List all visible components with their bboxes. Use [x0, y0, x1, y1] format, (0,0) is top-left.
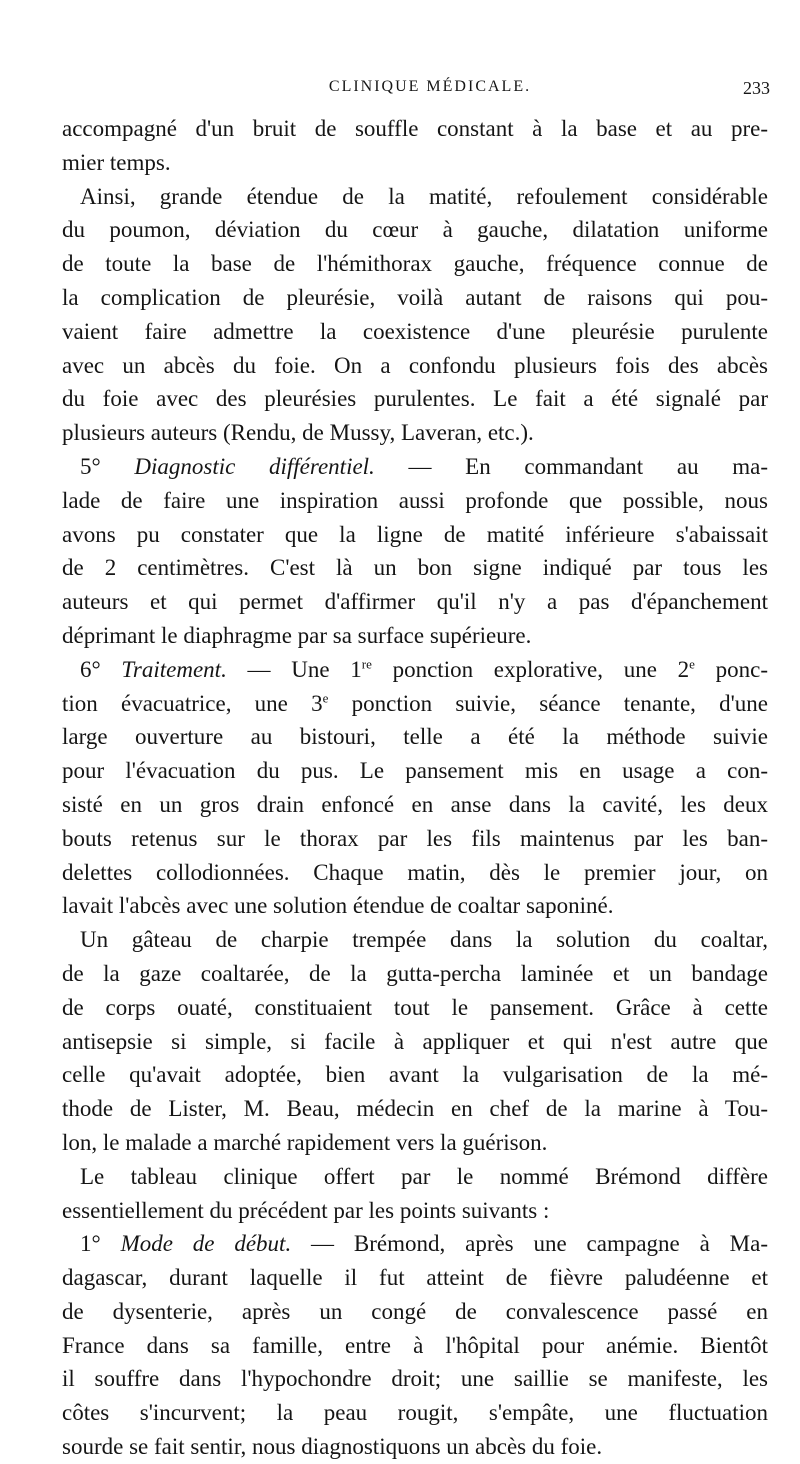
text-line [62, 1194, 768, 1228]
text-line [62, 551, 768, 585]
text-line [62, 889, 768, 923]
text-line [62, 1295, 768, 1329]
text-line [62, 653, 768, 687]
text-line [62, 349, 768, 383]
text-line [62, 1160, 768, 1194]
page-number: 233 [743, 78, 770, 98]
line-text: la complication de pleurésie, voilà autant de raisons qui pou- [62, 284, 768, 310]
section-heading: Traitement. [121, 656, 227, 682]
line-text: dagascar, durant laquelle il fut atteint de fièvre paludéenne et [62, 1265, 768, 1291]
line-text: thode de Lister, M. Beau, médecin en chef de la marine à Tou- [62, 1096, 768, 1122]
text-body [62, 112, 768, 1464]
line-text: — En commandant au ma- [374, 453, 768, 479]
text-line [62, 788, 768, 822]
line-text: Ainsi, grande étendue de la matité, refoulement considérable [80, 183, 768, 209]
line-text: de dysenterie, après un congé de convalescence passé en [62, 1298, 768, 1324]
text-line [62, 991, 768, 1025]
text-line [62, 1396, 768, 1430]
line-text: accompagné d'un bruit de souffle constant à la base et au pre- [62, 116, 768, 141]
line-text: de 2 centimètres. C'est là un bon signe indiqué par tous les [62, 555, 768, 581]
line-text: plusieurs auteurs (Rendu, de Mussy, Laveran, etc.). [62, 420, 534, 446]
line-text: auteurs et qui permet d'affirmer qu'il n'y a pas d'épanchement [62, 589, 768, 615]
line-text: — Une 1re ponction explorative, une 2e ponc- [226, 656, 768, 682]
line-text: de toute la base de l'hémithorax gauche, fréquence connue de [62, 251, 768, 277]
running-header [50, 78, 770, 106]
line-text: pour l'évacuation du pus. Le pansement mis en usage a con- [62, 758, 768, 784]
line-text: delettes collodionnées. Chaque matin, dès le premier jour, on [62, 859, 768, 885]
text-line [62, 315, 768, 349]
text-line [62, 957, 768, 991]
text-line [62, 1025, 768, 1059]
line-text: avons pu constater que la ligne de matité inférieure s'abaissait [62, 521, 768, 547]
line-text: large ouverture au bistouri, telle a été la méthode suivie [62, 724, 768, 750]
text-line [62, 923, 768, 957]
text-line [62, 1329, 768, 1363]
text-line [62, 619, 768, 653]
text-line [62, 687, 768, 721]
text-line [62, 822, 768, 856]
line-text: Un gâteau de charpie trempée dans la solution du coaltar, [80, 927, 768, 953]
section-heading: Mode de début. [120, 1231, 292, 1257]
line-text: de corps ouaté, constituaient tout le pansement. Grâce à cette [62, 994, 768, 1020]
line-text: déprimant le diaphragme par sa surface supérieure. [62, 622, 532, 648]
text-line [62, 450, 768, 484]
section-heading: Diagnostic différentiel. [134, 453, 375, 479]
text-line [62, 112, 768, 146]
line-text: celle qu'avait adoptée, bien avant la vulgarisation de la mé- [62, 1062, 768, 1088]
line-text: bouts retenus sur le thorax par les fils maintenus par les ban- [62, 825, 768, 851]
line-text: du foie avec des pleurésies purulentes. Le fait a été signalé par [62, 386, 768, 412]
text-line [62, 416, 768, 450]
text-line [62, 1092, 768, 1126]
line-text: de la gaze coaltarée, de la gutta-percha laminée et un bandage [62, 960, 768, 986]
text-line [62, 180, 768, 214]
text-line [62, 382, 768, 416]
section-number: 5° [80, 453, 135, 479]
text-line [62, 146, 768, 180]
text-line [62, 1430, 768, 1464]
text-line [62, 754, 768, 788]
section-number: 1° [80, 1231, 121, 1257]
text-line [62, 1362, 768, 1396]
line-text: Le tableau clinique offert par le nommé Brémond diffère [80, 1163, 768, 1189]
text-line [62, 518, 768, 552]
line-text: lon, le malade a marché rapidement vers la guérison. [62, 1129, 548, 1155]
text-line [62, 585, 768, 619]
line-text: — Brémond, après une campagne à Ma- [291, 1231, 768, 1257]
line-text: avec un abcès du foie. On a confondu plusieurs fois des abcès [62, 352, 768, 378]
line-text: sisté en un gros drain enfoncé en anse dans la cavité, les deux [62, 791, 768, 817]
text-line [62, 484, 768, 518]
section-number: 6° [80, 656, 122, 682]
text-line [62, 1227, 768, 1261]
text-line [62, 281, 768, 315]
text-line [62, 1126, 768, 1160]
line-text: sourde se fait sentir, nous diagnostiquons un abcès du foie. [62, 1434, 603, 1460]
running-title: CLINIQUE MÉDICALE. [328, 78, 532, 95]
line-text: lavait l'abcès avec une solution étendue de coaltar saponiné. [62, 893, 614, 919]
line-text: vaient faire admettre la coexistence d'une pleurésie purulente [62, 318, 768, 344]
text-line [62, 720, 768, 754]
text-line [62, 856, 768, 890]
line-text: mier temps. [62, 149, 171, 175]
line-text: tion évacuatrice, une 3e ponction suivie, séance tenante, d'une [62, 689, 768, 716]
text-line [62, 247, 768, 281]
text-line [62, 1058, 768, 1092]
line-text: il souffre dans l'hypochondre droit; une saillie se manifeste, les [62, 1366, 768, 1392]
line-text: lade de faire une inspiration aussi profonde que possible, nous [62, 487, 768, 513]
line-text: côtes s'incurvent; la peau rougit, s'empâte, une fluctuation [62, 1400, 768, 1426]
text-line [62, 213, 768, 247]
text-line [62, 1261, 768, 1295]
line-text: du poumon, déviation du cœur à gauche, dilatation uniforme [62, 217, 768, 243]
line-text: antisepsie si simple, si facile à appliquer et qui n'est autre que [62, 1028, 768, 1054]
line-text: essentiellement du précédent par les points suivants : [62, 1197, 550, 1223]
line-text: France dans sa famille, entre à l'hôpital pour anémie. Bientôt [62, 1332, 768, 1358]
